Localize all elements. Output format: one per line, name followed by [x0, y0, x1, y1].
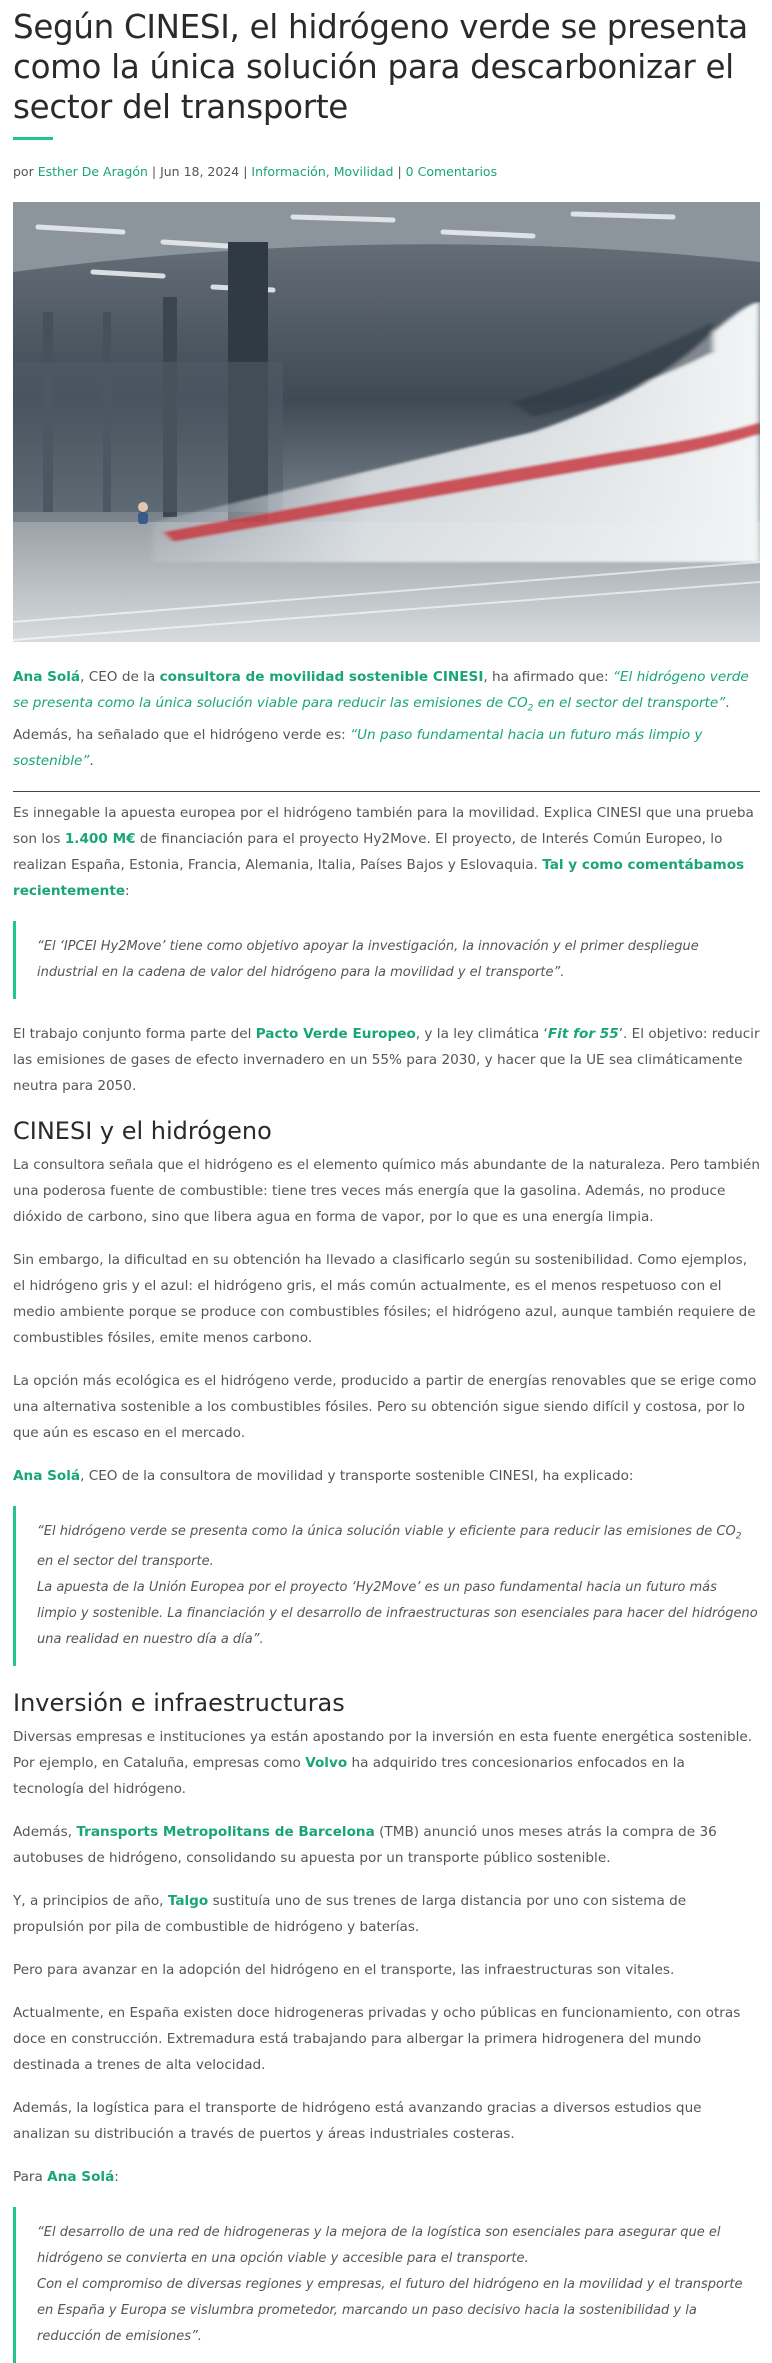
paragraph [13, 1463, 760, 1489]
category-link-informacion[interactable]: Información [251, 164, 326, 179]
text: , ha afirmado que: [483, 669, 613, 685]
subscript: 2 [527, 703, 534, 714]
quote-text: “El hidrógeno verde se presenta como la única solución viable para reducir las emisiones de CO [13, 669, 749, 711]
paragraph [13, 800, 760, 904]
quote-text: “El ‘IPCEI Hy2Move’ tiene como objetivo apoyar la investigación, la innovación y el primer despliegue industrial en la cadena de valor del hidrógeno para la movilidad y el transporte”. [37, 938, 699, 980]
fit-for-55-link[interactable]: Fit for 55 [547, 1025, 619, 1042]
person-link[interactable]: Ana Solá [13, 1467, 81, 1484]
quote-text: en el sector del transporte” [533, 695, 726, 711]
author-link[interactable]: Esther De Aragón [37, 164, 148, 179]
inline-quote: “Un paso fundamental hacia un futuro más limpio y sostenible” [13, 726, 703, 769]
paragraph [13, 1021, 760, 1099]
section-heading: Inversión e infraestructuras [13, 1689, 345, 1718]
text: Es innegable la apuesta europea por el hidrógeno también para la movilidad. Explica CINESI que una prueba son los [13, 804, 754, 847]
text: El trabajo conjunto forma parte del [13, 1025, 256, 1042]
person-link[interactable]: Ana Solá [47, 2169, 115, 2186]
blockquote [13, 2207, 760, 2363]
title-accent-line [13, 137, 53, 140]
meta-sep: | [393, 164, 406, 179]
text: Además, [13, 1824, 77, 1841]
amount-highlight: 1.400 M€ [64, 830, 136, 847]
quote-text: “El desarrollo de una red de hidrogeneras y la mejora de la logística son esenciales para asegurar que el hidrógeno se convierta en una opción viable y accesible para el transporte. [37, 2225, 721, 2267]
paragraph [13, 2164, 760, 2190]
text: ha adquirido tres concesionarios enfocados en la tecnología del hidrógeno. [13, 1755, 685, 1798]
article-title: Según CINESI, el hidrógeno verde se presenta como la única solución para descarbonizar el sector del transporte [13, 8, 748, 126]
tmb-link[interactable]: Transports Metropolitans de Barcelona [76, 1824, 375, 1841]
person-link[interactable]: Ana Solá [13, 669, 81, 685]
paragraph [13, 1724, 760, 1802]
talgo-link[interactable]: Talgo [167, 1893, 209, 1910]
text: Para [13, 2169, 48, 2186]
text: Diversas empresas e instituciones ya están apostando por la inversión en esta fuente energética sostenible. Por ejemplo, en Cataluña, empresas como [13, 1729, 753, 1772]
text: , CEO de la consultora de movilidad y transporte sostenible CINESI, ha explicado: [80, 1467, 634, 1484]
company-link[interactable]: consultora de movilidad sostenible CINESI [159, 669, 484, 685]
hero-image [13, 202, 760, 642]
pacto-verde-link[interactable]: Pacto Verde Europeo [255, 1025, 416, 1042]
text: “El hidrógeno verde se presenta como la única solución viable y eficiente para reducir las emisiones de CO [37, 1523, 736, 1539]
text: , CEO de la [80, 669, 160, 685]
paragraph: Actualmente, en España existen doce hidrogeneras privadas y ocho públicas en funcionamiento, con otras doce en construcción. Extremadura está trabajando para albergar la primera hidrogenera del mundo destinada a trenes de alta velocidad. [13, 2005, 741, 2074]
paragraph: Sin embargo, la dificultad en su obtención ha llevado a clasificarlo según su sostenibilidad. Como ejemplos, el hidrógeno gris y el azul: el hidrógeno gris, el más común actualmente, es el menos respetuoso con el medio ambiente porque se produce con combustibles fósiles; el hidrógeno azul, aunque también requiere de combustibles fósiles, emite menos carbono. [13, 1251, 756, 1346]
text: : [125, 882, 130, 899]
paragraph [13, 1888, 760, 1940]
comments-link[interactable]: 0 Comentarios [405, 164, 498, 179]
paragraph: La opción más ecológica es el hidrógeno verde, producido a partir de energías renovables que se erige como una alternativa sostenible a los combustibles fósiles. Pero su obtención sigue siendo difícil y costosa, por lo que aún es escaso en el mercado. [13, 1372, 757, 1441]
volvo-link[interactable]: Volvo [305, 1755, 348, 1772]
meta-comma: , [325, 164, 334, 179]
text: , y la ley climática ‘ [415, 1025, 548, 1042]
text: Y, a principios de año, [13, 1893, 168, 1910]
text: (TMB) anunció unos meses atrás la compra de 36 autobuses de hidrógeno, consolidando su apuesta por un transporte público sostenible. [13, 1824, 717, 1867]
quote-text: Con el compromiso de diversas regiones y empresas, el futuro del hidrógeno en la movilidad y el transporte en España y Europa se vislumbra prometedor, marcando un paso decisivo hacia la sostenibilidad y la reducción de emisiones”. [37, 2277, 743, 2345]
train-station-image [13, 202, 760, 642]
section-heading: CINESI y el hidrógeno [13, 1116, 272, 1145]
subscript: 2 [735, 1531, 742, 1542]
intro-paragraph [13, 664, 760, 774]
meta-by: por [13, 164, 34, 179]
paragraph [13, 1819, 760, 1871]
meta-sep: | [147, 164, 161, 179]
related-article-link[interactable]: Tal y como comentábamos recientemente [13, 856, 745, 899]
text: : [114, 2169, 119, 2186]
blockquote [13, 921, 760, 999]
meta-sep: | [239, 164, 252, 179]
paragraph: Además, la logística para el transporte de hidrógeno está avanzando gracias a diversos estudios que analizan su distribución a través de puertos y áreas industriales costeras. [13, 2100, 702, 2143]
text: en el sector del transporte. [37, 1554, 214, 1570]
paragraph: Pero para avanzar en la adopción del hidrógeno en el transporte, las infraestructuras son vitales. [13, 1962, 675, 1979]
text: ’. El objetivo: reducir las emisiones de gases de efecto invernadero en un 55% para 2030, y hacer que la UE sea climáticamente neutra para 2050. [13, 1025, 760, 1094]
post-date: Jun 18, 2024 [160, 164, 240, 179]
text: sustituía uno de sus trenes de larga distancia por uno con sistema de propulsión por pila de combustible de hidrógeno y baterías. [13, 1893, 687, 1936]
divider [13, 791, 760, 792]
quote-text: La apuesta de la Unión Europea por el proyecto ‘Hy2Move’ es un paso fundamental hacia un futuro más limpio y sostenible. La financiación y el desarrollo de infraestructuras son esenciales para hacer del hidrógeno una realidad en nuestro día a día”. [37, 1580, 758, 1648]
blockquote [13, 1506, 760, 1667]
paragraph: La consultora señala que el hidrógeno es el elemento químico más abundante de la naturaleza. Pero también una poderosa fuente de combustible: tiene tres veces más energía que la gasolina. Además, no produce dióxido de carbono, sino que libera agua en forma de vapor, por lo que es una energía limpia. [13, 1156, 760, 1225]
quote-text [37, 1519, 760, 1576]
post-meta [13, 164, 760, 180]
text: . [89, 752, 94, 769]
category-link-movilidad[interactable]: Movilidad [333, 164, 394, 179]
text: . Además, ha señalado que el hidrógeno verde es: [13, 695, 730, 743]
text: de financiación para el proyecto Hy2Move. El proyecto, de Interés Común Europeo, lo realizan España, Estonia, Francia, Alemania, Italia, Países Bajos y Eslovaquia. [13, 830, 723, 873]
